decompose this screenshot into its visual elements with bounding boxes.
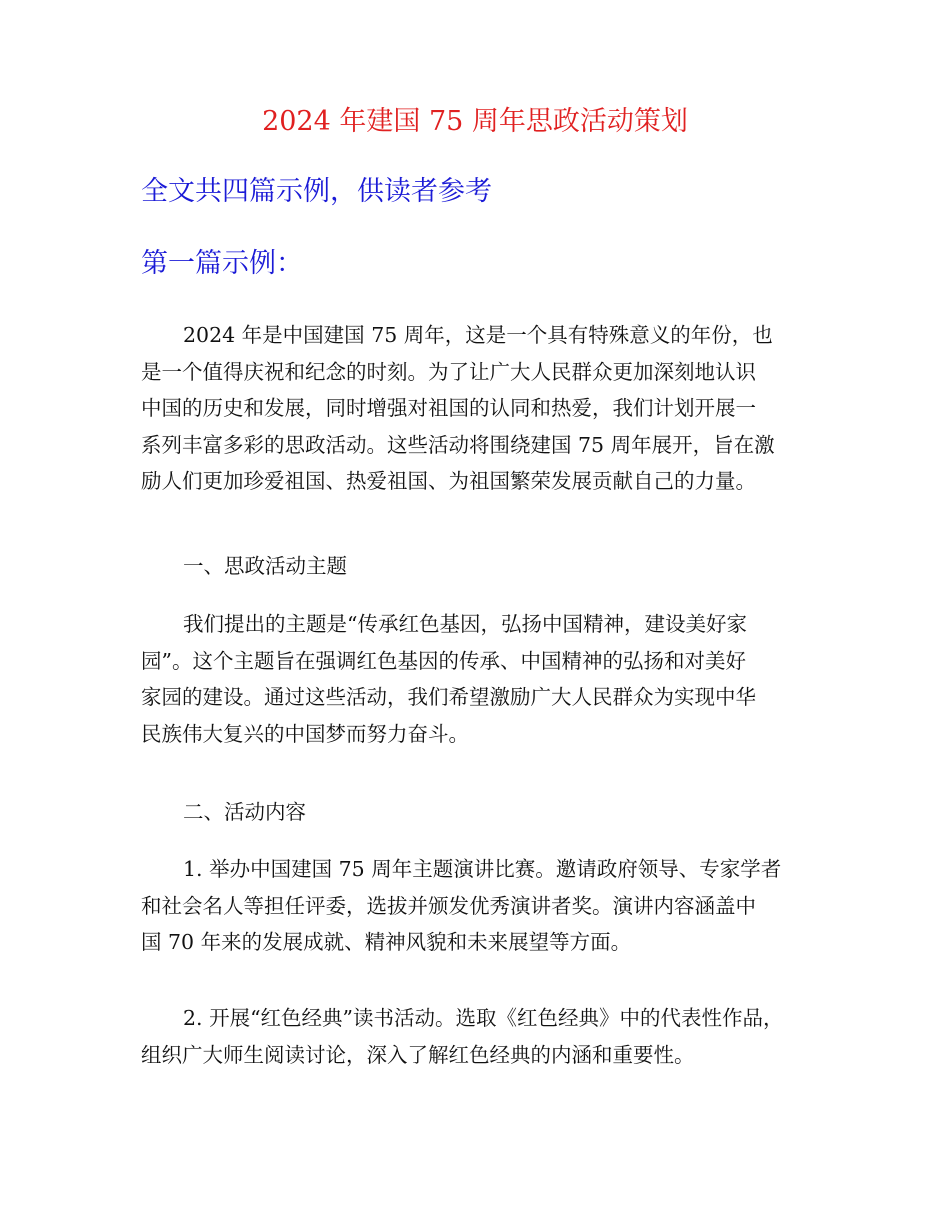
section-1-heading bbox=[141, 548, 831, 585]
paragraph-1 bbox=[141, 317, 831, 500]
paragraph-1-line: 系列丰富多彩的思政活动。这些活动将围绕建国 75 周年展开，旨在激 bbox=[141, 432, 775, 457]
intro-line: 全文共四篇示例，供读者参考 bbox=[141, 176, 492, 207]
list-item-2 bbox=[141, 1000, 831, 1073]
list-item-1-line: 国 70 年来的发展成就、精神风貌和未来展望等方面。 bbox=[141, 930, 632, 954]
section-1-heading-text: 一、思政活动主题 bbox=[183, 554, 347, 578]
paragraph-2-line: 家园的建设。通过这些活动，我们希望激励广大人民群众为实现中华 bbox=[141, 685, 756, 709]
list-item-1-line: 和社会名人等担任评委，选拔并颁发优秀演讲者奖。演讲内容涵盖中 bbox=[141, 893, 756, 918]
paragraph-1-line: 中国的历史和发展，同时增强对祖国的认同和热爱，我们计划开展一 bbox=[141, 396, 756, 420]
list-item-2-line: 2. 开展“红色经典”读书活动。选取《红色经典》中的代表性作品， bbox=[183, 1006, 784, 1030]
paragraph-2-line: 我们提出的主题是“传承红色基因，弘扬中国精神，建设美好家 bbox=[183, 612, 747, 636]
paragraph-2 bbox=[141, 606, 831, 752]
paragraph-2-line: 民族伟大复兴的中国梦而努力奋斗。 bbox=[141, 721, 469, 746]
document-title: 2024 年建国 75 周年思政活动策划 bbox=[262, 106, 688, 137]
section-2-heading-text: 二、活动内容 bbox=[183, 800, 306, 824]
list-item-2-line: 组织广大师生阅读讨论，深入了解红色经典的内涵和重要性。 bbox=[141, 1042, 695, 1067]
paragraph-2-line: 园”。这个主题旨在强调红色基因的传承、中国精神的弘扬和对美好 bbox=[141, 648, 746, 673]
paragraph-1-line: 是一个值得庆祝和纪念的时刻。为了让广大人民群众更加深刻地认识 bbox=[141, 359, 756, 384]
example-heading: 第一篇示例： bbox=[141, 248, 303, 279]
list-item-1 bbox=[141, 851, 831, 961]
paragraph-1-line: 2024 年是中国建国 75 周年，这是一个具有特殊意义的年份，也 bbox=[183, 323, 773, 347]
list-item-1-line: 1. 举办中国建国 75 周年主题演讲比赛。邀请政府领导、专家学者 bbox=[183, 857, 782, 881]
paragraph-1-line: 励人们更加珍爱祖国、热爱祖国、为祖国繁荣发展贡献自己的力量。 bbox=[141, 469, 756, 493]
section-2-heading bbox=[141, 794, 831, 831]
